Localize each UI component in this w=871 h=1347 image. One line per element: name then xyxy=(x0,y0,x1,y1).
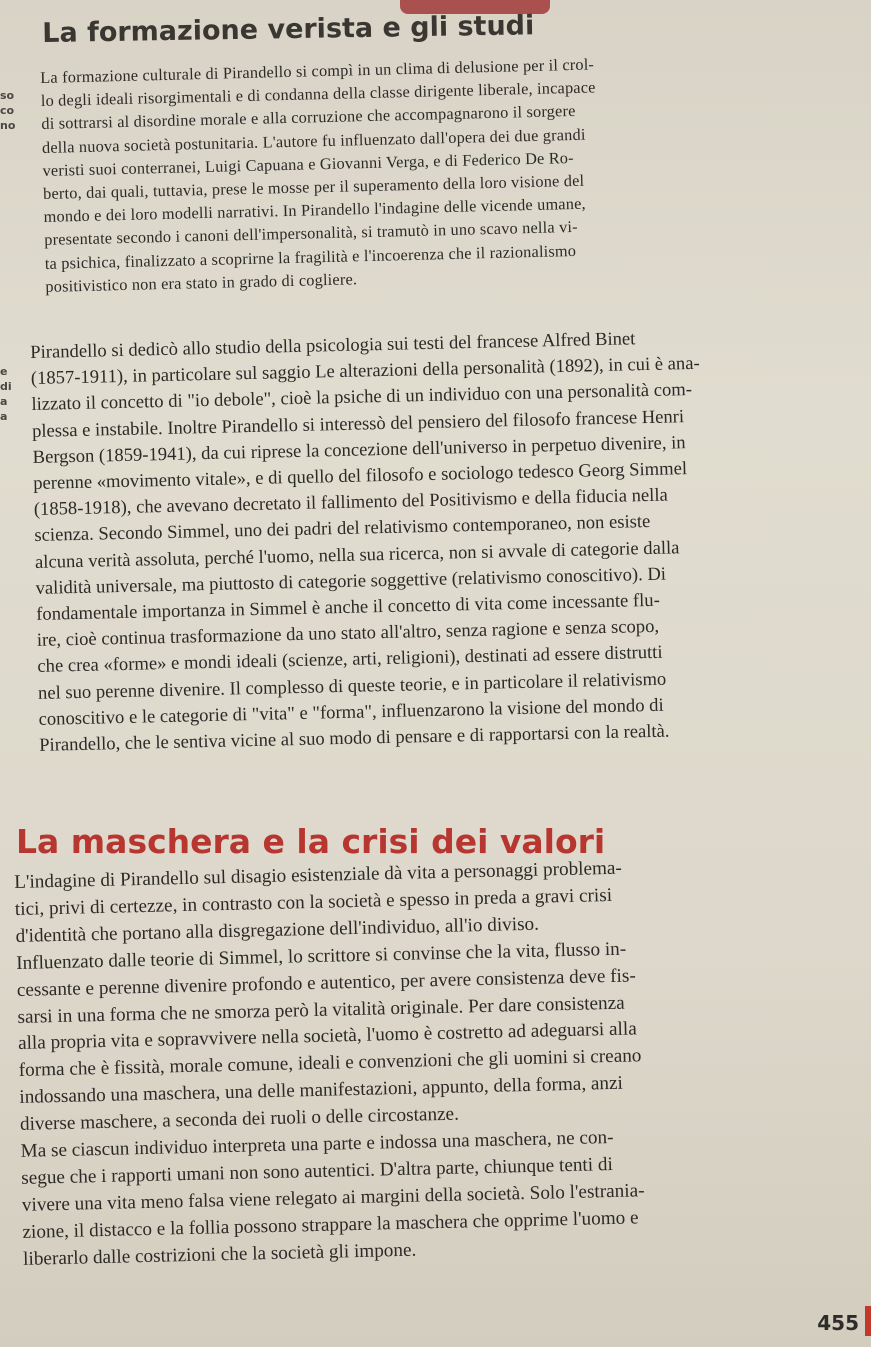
text-line: Pirandello si dedicò allo studio della psicologia sui testi del francese Alfred Binet xyxy=(30,328,636,363)
text-line: diverse maschere, a seconda dei ruoli o delle circostanze. xyxy=(19,1103,460,1136)
text-line: tici, privi di certezze, in contrasto con la società e spesso in preda a gravi crisi xyxy=(14,884,613,920)
text-line: validità universale, ma piuttosto di categorie soggettive (relativismo conoscitivo). Di xyxy=(35,563,667,599)
text-line: ta psichica, finalizzato a scoprirne la fragilità e l'incoerenza che il razionalismo xyxy=(44,240,577,273)
text-line: sarsi in una forma che ne smorza però la vitalità originale. Per dare consistenza xyxy=(17,992,625,1028)
text-line: La formazione culturale di Pirandello si compì in un clima di delusione per il crol- xyxy=(40,54,595,87)
text-line: plessa e instabile. Inoltre Pirandello si interessò del pensiero del filosofo francese Henri xyxy=(31,405,685,442)
text-line: lo degli ideali risorgimentali e di condanna della classe dirigente liberale, incapace xyxy=(40,77,596,111)
margin-note: a xyxy=(0,395,8,408)
text-line: nel suo perenne divenire. Il complesso di queste teorie, e in particolare il relativismo xyxy=(37,668,667,704)
margin-note: a xyxy=(0,410,8,423)
text-line: liberarlo dalle costrizioni che la società gli impone. xyxy=(22,1239,417,1270)
paragraph-studi-psicologia xyxy=(30,321,869,759)
margin-note: no xyxy=(0,119,16,132)
text-line: perenne «movimento vitale», e di quello del filosofo e sociologo tedesco Georg Simmel xyxy=(33,458,688,494)
text-line: forma che è fissità, morale comune, ideali e convenzioni che gli uomini si creano xyxy=(18,1045,642,1082)
text-line: che crea «forme» e mondi ideali (scienze, arti, religioni), destinati ad essere distrutti xyxy=(37,642,663,678)
margin-note: so xyxy=(0,89,15,102)
text-line: cessante e perenne divenire profondo e autentico, per avere consistenza deve fis- xyxy=(16,965,636,1001)
page-edge-marker xyxy=(865,1306,871,1336)
margin-note: co xyxy=(0,104,15,117)
text-line: mondo e dei loro modelli narrativi. In Pirandello l'indagine delle vicende umane, xyxy=(43,193,587,227)
text-line: indossando una maschera, una delle manifestazioni, appunto, della forma, anzi xyxy=(19,1072,624,1109)
text-line: vivere una vita meno falsa viene relegato ai margini della società. Solo l'estrania- xyxy=(21,1180,645,1216)
text-line: ire, cioè continua trasformazione da uno stato all'altro, senza ragione e senza scopo, xyxy=(36,616,660,652)
text-line: positivistico non era stato in grado di cogliere. xyxy=(45,269,358,296)
section-title-formazione: La formazione verista e gli studi xyxy=(42,10,535,49)
text-line: d'identità che portano alla disgregazione dell'individuo, all'io diviso. xyxy=(15,913,540,947)
text-line: presentate secondo i canoni dell'impersonalità, si tramutò in uno scavo nella vi- xyxy=(44,217,578,250)
page-number: 455 xyxy=(817,1311,859,1335)
margin-notes xyxy=(0,88,40,133)
text-line: segue che i rapporti umani non sono autentici. D'altra parte, chiunque tenti di xyxy=(21,1153,614,1189)
text-line: Ma se ciascun individuo interpreta una parte e indossa una maschera, ne con- xyxy=(20,1127,614,1162)
paragraph-maschera xyxy=(14,850,868,1273)
text-line: alcuna verità assoluta, perché l'uomo, nella sua ricerca, non si avvale di categorie dalla xyxy=(34,536,680,573)
text-line: L'indagine di Pirandello sul disagio esistenziale dà vita a personaggi problema- xyxy=(14,857,623,893)
text-line: lizzato il concetto di "io debole", cioè la psiche di un individuo con una personalità com- xyxy=(31,379,693,416)
paragraph-formazione xyxy=(40,46,855,298)
text-line: della nuova società postunitaria. L'autore fu influenzato dall'opera dei due grandi xyxy=(41,124,586,157)
margin-note: e xyxy=(0,365,8,378)
text-line: scienza. Secondo Simmel, uno dei padri del relativismo contemporaneo, non esiste xyxy=(34,511,651,547)
text-line: fondamentale importanza in Simmel è anche il concetto di vita come incessante flu- xyxy=(35,589,661,625)
text-line: conoscitivo e le categorie di "vita" e "forma", influenzarono la visione del mondo di xyxy=(38,694,664,730)
text-line: (1857-1911), in particolare sul saggio Le alterazioni della personalità (1892), in cui è ana- xyxy=(30,353,700,390)
text-line: di sottrarsi al disordine morale e alla corruzione che accompagnarono il sorgere xyxy=(41,101,576,134)
text-line: veristi suoi conterranei, Luigi Capuana e Giovanni Verga, e di Federico De Ro- xyxy=(42,147,574,180)
text-line: Influenzato dalle teorie di Simmel, lo scrittore si convinse che la vita, flusso in- xyxy=(15,938,627,974)
text-line: zione, il distacco e la follia possono strappare la maschera che opprime l'uomo e xyxy=(22,1207,639,1243)
text-line: berto, dai quali, tuttavia, prese le mosse per il superamento della loro visione del xyxy=(42,170,585,203)
text-line: Bergson (1859-1941), da cui riprese la concezione dell'universo in perpetuo divenire, in xyxy=(32,431,686,468)
text-line: Pirandello, che le sentiva vicine al suo modo di pensare e di rapportarsi con la realtà. xyxy=(38,720,670,756)
section-title-maschera: La maschera e la crisi dei valori xyxy=(16,822,606,861)
margin-note: di xyxy=(0,380,12,393)
text-line: alla propria vita e sopravvivere nella società, l'uomo è costretto ad adeguarsi alla xyxy=(17,1018,637,1055)
text-line: (1858-1918), che avevano decretato il fallimento del Positivismo e della fiducia nella xyxy=(33,484,668,521)
